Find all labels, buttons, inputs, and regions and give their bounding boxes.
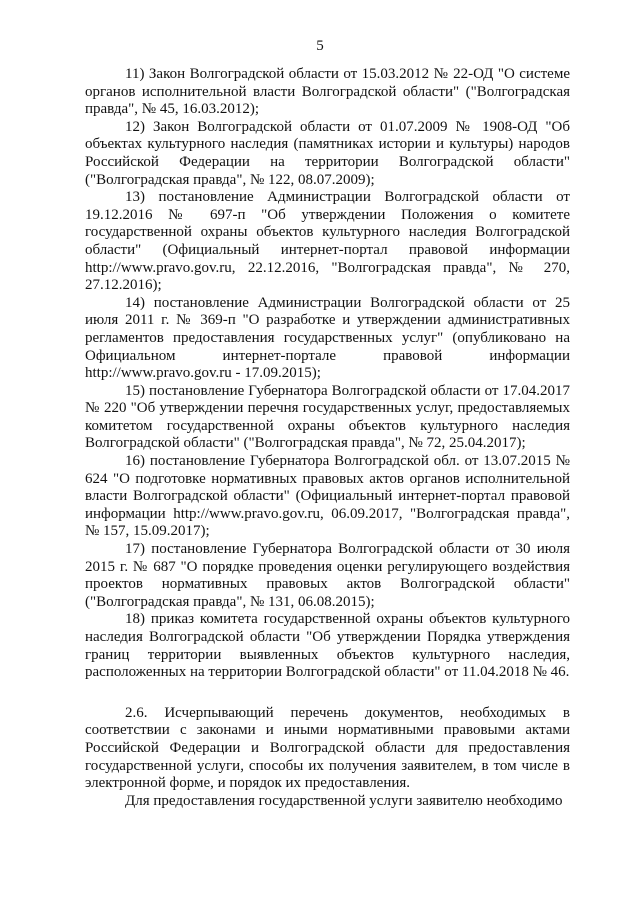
legal-act-item-11: 11) Закон Волгоградской области от 15.03.2012 № 22-ОД "О системе органов исполнительной власти Волгоградской области" ("Волгоградская правда", № 45, 16.03.2012); <box>85 66 570 118</box>
legal-act-item-16: 16) постановление Губернатора Волгоградской обл. от 13.07.2015 № 624 "О подготовке нормативных правовых актов органов исполнительной власти Волгоградской области" (Официальный интернет-портал правовой информации http://www.pravo.gov.ru, 06.09.2017, "Волгоградская правда", № 157, 15.09.2017); <box>85 453 570 540</box>
legal-act-item-18: 18) приказ комитета государственной охраны объектов культурного наследия Волгоградской области "Об утверждении Порядка утверждения границ территории выявленных объектов культурного наследия, расположенных на территории Волгоградской области" от 11.04.2018 № 46. <box>85 611 570 681</box>
legal-act-item-17: 17) постановление Губернатора Волгоградской области от 30 июля 2015 г. № 687 "О порядке проведения оценки регулирующего воздействия проектов нормативных правовых актов Волгоградской области" ("Волгоградская правда", № 131, 06.08.2015); <box>85 541 570 610</box>
legal-act-item-13: 13) постановление Администрации Волгоградской области от 19.12.2016 № 697-п "Об утверждении Положения о комитете государственной охраны объектов культурного наследия Волгоградской области" (Официальный интернет-портал правовой информации http://www.pravo.gov.ru, 22.12.2016, "Волгоградская правда", № 270, 27.12.2016); <box>85 189 570 294</box>
section-2-6-heading: 2.6. Исчерпывающий перечень документов, необходимых в соответствии с законами и иными нормативными правовыми актами Российской Федерации и Волгоградской области для предоставления государственной услуги, способы их получения заявителем, в том числе в электронной форме, и порядок их предоставления. <box>85 704 570 792</box>
legal-act-item-14: 14) постановление Администрации Волгоградской области от 25 июля 2011 г. № 369-п "О разработке и утверждении административных регламентов предоставления государственных услуг" (опубликовано на Официальном интернет-портале правовой информации http://www.pravo.gov.ru - 17.09.2015); <box>85 294 570 382</box>
page-number: 5 <box>316 38 324 54</box>
legal-act-item-15: 15) постановление Губернатора Волгоградской области от 17.04.2017 № 220 "Об утверждении перечня государственных услуг, предоставляемых комитетом государственной охраны объектов культурного наследия Волгоградской области" ("Волгоградская правда", № 72, 25.04.2017); <box>85 382 570 452</box>
legal-act-item-12: 12) Закон Волгоградской области от 01.07.2009 № 1908-ОД "Об объектах культурного наследия (памятниках истории и культуры) народов Российской Федерации на территории Волгоградской области" ("Волгоградская правда", № 122, 08.07.2009); <box>85 118 570 188</box>
section-spacer <box>85 682 570 705</box>
section-2-6-continuation: Для предоставления государственной услуги заявителю необходимо <box>125 792 563 809</box>
document-body <box>85 66 570 810</box>
